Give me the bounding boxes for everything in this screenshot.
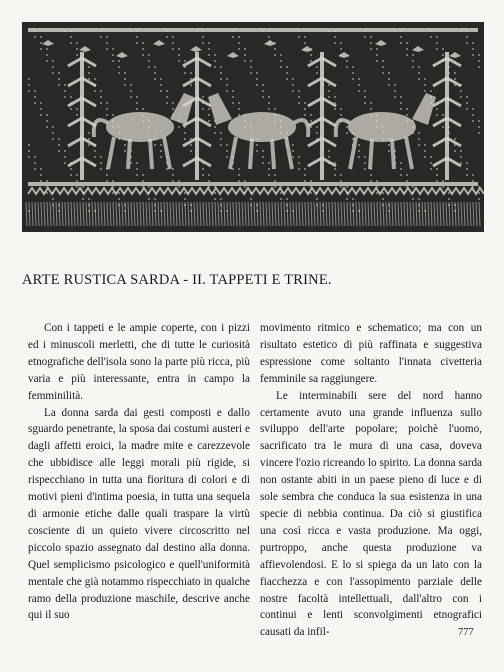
paragraph: movimento ritmico e schematico; ma con un risultato estetico di più raffinata e suggestiva espressione come soltanto l'innata civetteria femminile sa raggiungere. bbox=[260, 322, 482, 385]
paragraph: Con i tappeti e le ampie coperte, con i pizzi ed i minuscoli merletti, che di tutte le curiosità etnografiche dell'isola sono la parte più ricca, più varia e più interessante, entra in campo la femminilità. bbox=[28, 322, 250, 402]
left-text-column bbox=[28, 320, 250, 624]
page-number: 777 bbox=[458, 627, 474, 638]
article-heading: ARTE RUSTICA SARDA - II. TAPPETI E TRINE. bbox=[22, 272, 332, 288]
embroidered-lace-band-image bbox=[22, 22, 484, 232]
lace-pattern-drawing bbox=[22, 22, 484, 232]
paragraph: Le interminabili sere del nord hanno certamente avuto una grande influenza sullo sviluppo dell'arte popolare; poichè l'uomo, sacrificato tra le mura di una casa, doveva vincere l'ozio ricreando lo spirito. La donna sarda non ostante abiti in un paese pieno di luce e di sole sembra che conduca la sua esistenza in una specie di nebbia continua. Da ciò si giustifica una così ricca e vasta produzione. Ma oggi, purtroppo, anche questa produzione va affievolendosi. E lo si spiega da un lato con la fiacchezza e con l'assopimento parziale delle nostre facoltà intellettuali, dall'altro con i continui e lenti sconvolgimenti etnografici causati da infil- bbox=[260, 389, 482, 639]
right-text-column bbox=[260, 320, 482, 641]
paragraph: La donna sarda dai gesti composti e dallo sguardo penetrante, la sposa dai costumi austeri e dagli affetti eroici, la madre mite e carezzevole che ubbidisce alle leggi morali più rigide, si rispecchiano in tutta una fioritura di colori e di motivi pieni d'intima poesia, in tutta una sequela di armonie etiche dalle quali traspare la virtù cosciente di un quieto vivere circoscritto nel piccolo spazio assegnato dal destino alla donna. Quel semplicismo psicologico e quell'uniformità mentale che già notammo rispecchiato in qualche ramo della produzione maschile, descrive anche qui il suo bbox=[28, 406, 250, 622]
